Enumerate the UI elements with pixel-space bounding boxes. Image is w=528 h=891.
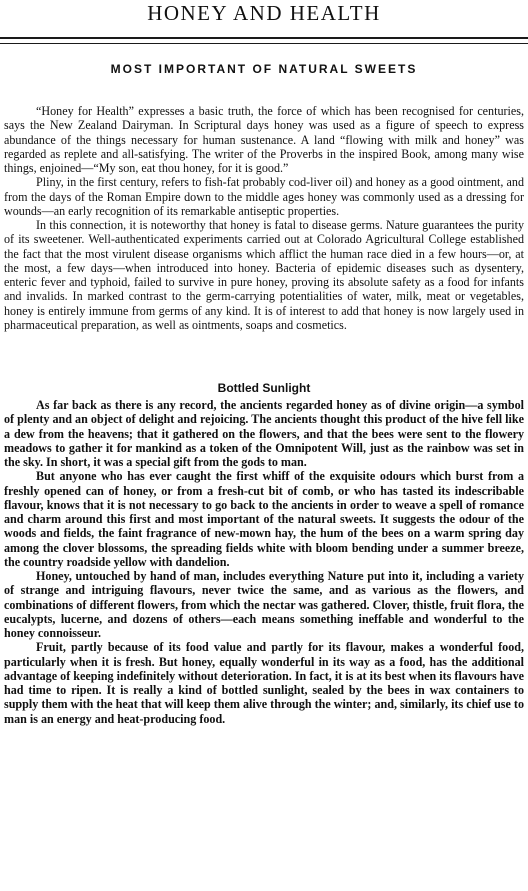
title-rule-thin xyxy=(0,43,528,44)
section-1-body xyxy=(4,104,524,332)
paragraph: Pliny, in the first century, refers to fish-fat probably cod-liver oil) and honey as a good ointment, and from the days of the Roman Empire down to the middle ages honey was commonly used as a dressing for wounds—an early recognition of its remarkable antiseptic properties. xyxy=(4,175,524,218)
paragraph: “Honey for Health” expresses a basic truth, the force of which has been recognised for centuries, says the New Zealand Dairyman. In Scriptural days honey was used as a figure of speech to express abundance of the things necessary for human sustenance. A land “flowing with milk and honey” was regarded as replete and all-satisfying. The writer of the Proverbs in the inspired Book, among many wise things, enjoined—“My son, eat thou honey, for it is good.” xyxy=(4,104,524,175)
paragraph: In this connection, it is noteworthy that honey is fatal to disease germs. Nature guarantees the purity of its sweetener. Well-authenticated experiments carried out at Colorado Agricultural College established the fact that the most virulent disease organisms which afflict the human race died in a few hours—or, at the most, a few days—when introduced into honey. Bacteria of epidemic diseases such as dysentery, enteric fever and typhoid, failed to survive in pure honey, proving its absolute safety as a food for infants and invalids. In marked contrast to the germ-carrying potentialities of water, milk, meat or vegetables, honey is entirely immune from germs of any kind. It is of interest to add that honey is now largely used in pharmaceutical preparation, as well as ointments, soaps and cosmetics. xyxy=(4,218,524,332)
section-2-body xyxy=(4,398,524,726)
article-subheading: MOST IMPORTANT OF NATURAL SWEETS xyxy=(110,62,418,76)
section-heading-bottled-sunlight: Bottled Sunlight xyxy=(217,381,311,395)
paragraph: But anyone who has ever caught the first whiff of the exquisite odours which burst from a freshly opened can of honey, or from a fresh-cut bit of comb, or who has tasted its indescribable flavour, knows that it is not necessary to go back to the ancients in order to weave a spell of romance and charm around this first and most important of the natural sweets. It suggests the odour of the woods and fields, the faint fragrance of new-mown hay, the hum of the bees on a warm spring day among the clover blossoms, the spreading fields white with bloom bending under a summer breeze, the country roadside yellow with dandelion. xyxy=(4,469,524,569)
article-title: HONEY AND HEALTH xyxy=(147,1,381,25)
title-rule-thick xyxy=(0,37,528,39)
paragraph: As far back as there is any record, the ancients regarded honey as of divine origin—a symbol of plenty and an object of delight and rejoicing. The ancients thought this product of the hive fell like a dew from the heavens; that it gathered on the flowers, and that the bees were sent to the flowery meadows to gather it for mankind as a token of the Omnipotent Will, just as the rainbow was set in the sky. In short, it was a special gift from the gods to man. xyxy=(4,398,524,469)
paragraph: Honey, untouched by hand of man, includes everything Nature put into it, including a variety of strange and intriguing flavours, never twice the same, and as various as the flowers, and combinations of different flowers, from which the nectar was gathered. Clover, thistle, fruit flora, the eucalypts, lucerne, and dozens of others—each means something ineffable and wonderful to the honey connoisseur. xyxy=(4,569,524,640)
paragraph: Fruit, partly because of its food value and partly for its flavour, makes a wonderful food, particularly when it is fresh. But honey, equally wonderful in its way as a food, has the additional advantage of keeping indefinitely without deterioration. In fact, it is at its best when its flavours have had time to ripen. It is really a kind of bottled sunlight, sealed by the bees in wax containers to supply them with the heat that will keep them alive through the winter; and, similarly, its chief use to man is an energy and heat-producing food. xyxy=(4,640,524,726)
